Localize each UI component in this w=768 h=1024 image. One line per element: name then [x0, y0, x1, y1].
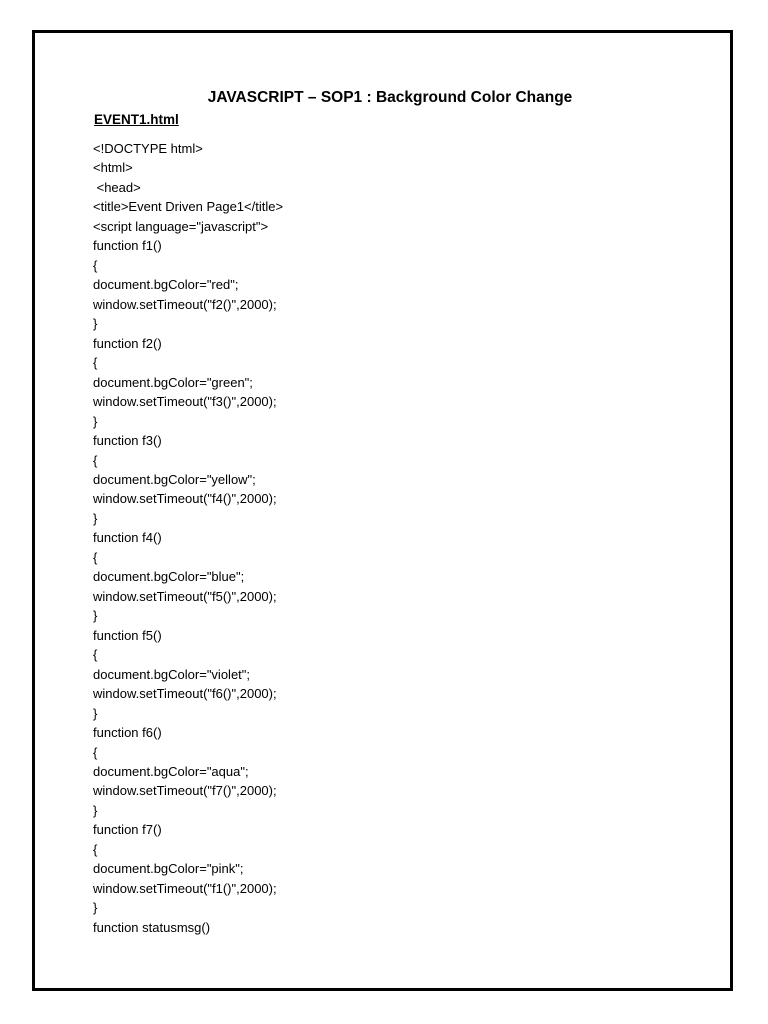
code-line: <!DOCTYPE html> [93, 141, 203, 156]
code-line: <script language="javascript"> [93, 218, 269, 234]
code-line: { [93, 647, 98, 663]
code-line: function f3() [93, 433, 162, 449]
code-line: function f6() [93, 725, 162, 741]
code-line: } [93, 413, 98, 429]
code-listing [93, 139, 283, 937]
code-line: function f1() [93, 238, 162, 254]
code-line: window.setTimeout("f3()",2000); [93, 394, 277, 410]
code-line: document.bgColor="green"; [93, 374, 253, 390]
code-line: <title>Event Driven Page1</title> [93, 199, 284, 215]
code-line: document.bgColor="violet"; [93, 666, 251, 682]
file-heading: EVENT1.html [94, 112, 179, 127]
code-line: } [93, 802, 98, 818]
code-line: window.setTimeout("f1()",2000); [93, 880, 277, 896]
code-line: function f5() [93, 627, 162, 643]
code-line: document.bgColor="blue"; [93, 569, 245, 585]
code-line: document.bgColor="yellow"; [93, 471, 256, 487]
code-line: } [93, 705, 98, 721]
code-line: <head> [93, 179, 141, 195]
code-line: function f7() [93, 822, 162, 838]
code-line: { [93, 744, 98, 760]
code-line: } [93, 510, 98, 526]
code-line: } [93, 316, 98, 332]
code-line: { [93, 841, 98, 857]
code-line: { [93, 549, 98, 565]
code-line: window.setTimeout("f6()",2000); [93, 686, 277, 702]
code-line: window.setTimeout("f4()",2000); [93, 491, 277, 507]
code-line: } [93, 900, 98, 916]
code-line: document.bgColor="aqua"; [93, 764, 249, 779]
code-line: } [93, 608, 98, 624]
code-line: <html> [93, 160, 133, 176]
code-line: { [93, 257, 98, 273]
code-line: { [93, 355, 98, 371]
code-line: document.bgColor="pink"; [93, 861, 244, 877]
code-line: function f4() [93, 530, 162, 546]
code-line: window.setTimeout("f7()",2000); [93, 783, 277, 799]
code-line: window.setTimeout("f2()",2000); [93, 296, 277, 312]
code-line: { [93, 452, 98, 468]
code-line: document.bgColor="red"; [93, 277, 239, 293]
code-line: function statusmsg() [93, 919, 211, 935]
document-title: JAVASCRIPT – SOP1 : Background Color Change [207, 89, 573, 106]
code-line: window.setTimeout("f5()",2000); [93, 588, 277, 604]
code-line: function f2() [93, 335, 162, 351]
